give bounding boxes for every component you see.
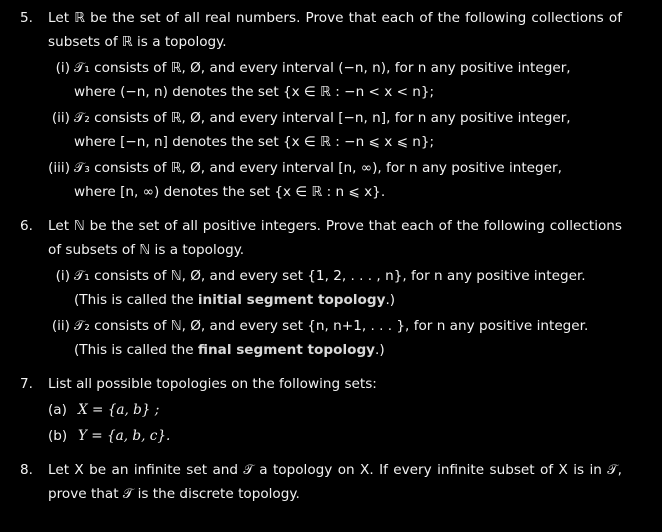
set-definition: Y = {a, b, c}.: [78, 428, 171, 444]
sub-item-label: (iii): [48, 160, 70, 176]
sub-item: [48, 106, 622, 154]
sub-item: [48, 56, 622, 104]
problem-7: [0, 372, 662, 448]
term-final-segment-topology: final segment topology: [197, 342, 376, 358]
note-suffix: .): [385, 292, 396, 308]
sub-item-line: 𝒯₂ consists of ℝ, Ø, and every interval [−n, n], for n any positive integer,: [74, 110, 571, 126]
note-suffix: .): [375, 342, 385, 358]
sub-item: [48, 264, 622, 312]
problem-intro: Let ℕ be the set of all positive integers. Prove that each of the following collections of subsets of ℕ is a topology.: [48, 218, 622, 258]
problem-number: 8.: [20, 462, 33, 478]
sub-item-label: (i): [55, 268, 70, 284]
sub-item-line: 𝒯₁ consists of ℝ, Ø, and every interval (−n, n), for n any positive integer,: [74, 60, 571, 76]
sub-item-line: where (−n, n) denotes the set {x ∈ ℝ : −n < x < n};: [74, 84, 435, 100]
note-prefix: (This is called the: [74, 342, 198, 358]
sub-item-line: 𝒯₂ consists of ℕ, Ø, and every set {n, n+1, . . . }, for n any positive integer.: [74, 318, 589, 334]
problem-intro: Let ℝ be the set of all real numbers. Prove that each of the following collections of subsets of ℝ is a topology.: [48, 10, 622, 50]
sub-item-list: [48, 264, 622, 362]
sub-item-label: (b): [48, 428, 68, 444]
sub-item-note: [74, 288, 622, 312]
note-prefix: (This is called the: [74, 292, 198, 308]
problem-5: [0, 6, 662, 204]
sub-item-label: (a): [48, 402, 67, 418]
problem-number: 7.: [20, 376, 33, 392]
problem-number: 5.: [20, 10, 33, 26]
problem-8: [0, 458, 662, 506]
sub-item-label: (i): [55, 60, 70, 76]
sub-item-list: [48, 56, 622, 204]
exercise-page: [0, 6, 662, 506]
term-initial-segment-topology: initial segment topology: [197, 292, 386, 308]
problem-intro: List all possible topologies on the following sets:: [48, 376, 377, 392]
sub-item-line: where [−n, n] denotes the set {x ∈ ℝ : −n ⩽ x ⩽ n};: [74, 134, 435, 150]
sub-item-label: (ii): [51, 110, 70, 126]
sub-item-label: (ii): [51, 318, 70, 334]
sub-item-list: [48, 398, 622, 448]
sub-item: [48, 156, 622, 204]
sub-item-line: 𝒯₃ consists of ℝ, Ø, and every interval [n, ∞), for n any positive integer,: [74, 160, 562, 176]
problem-intro: Let X be an infinite set and 𝒯 a topology on X. If every infinite subset of X is in 𝒯, prove that 𝒯 is the discrete topology.: [48, 462, 622, 502]
sub-item: [48, 424, 622, 448]
sub-item: [48, 398, 622, 422]
problem-number: 6.: [20, 218, 33, 234]
sub-item-line: where [n, ∞) denotes the set {x ∈ ℝ : n ⩽ x}.: [74, 184, 386, 200]
sub-item-note: [74, 338, 622, 362]
sub-item-line: 𝒯₁ consists of ℕ, Ø, and every set {1, 2, . . . , n}, for n any positive integer.: [74, 268, 586, 284]
set-definition: X = {a, b} ;: [78, 402, 160, 418]
sub-item: [48, 314, 622, 362]
problem-6: [0, 214, 662, 362]
